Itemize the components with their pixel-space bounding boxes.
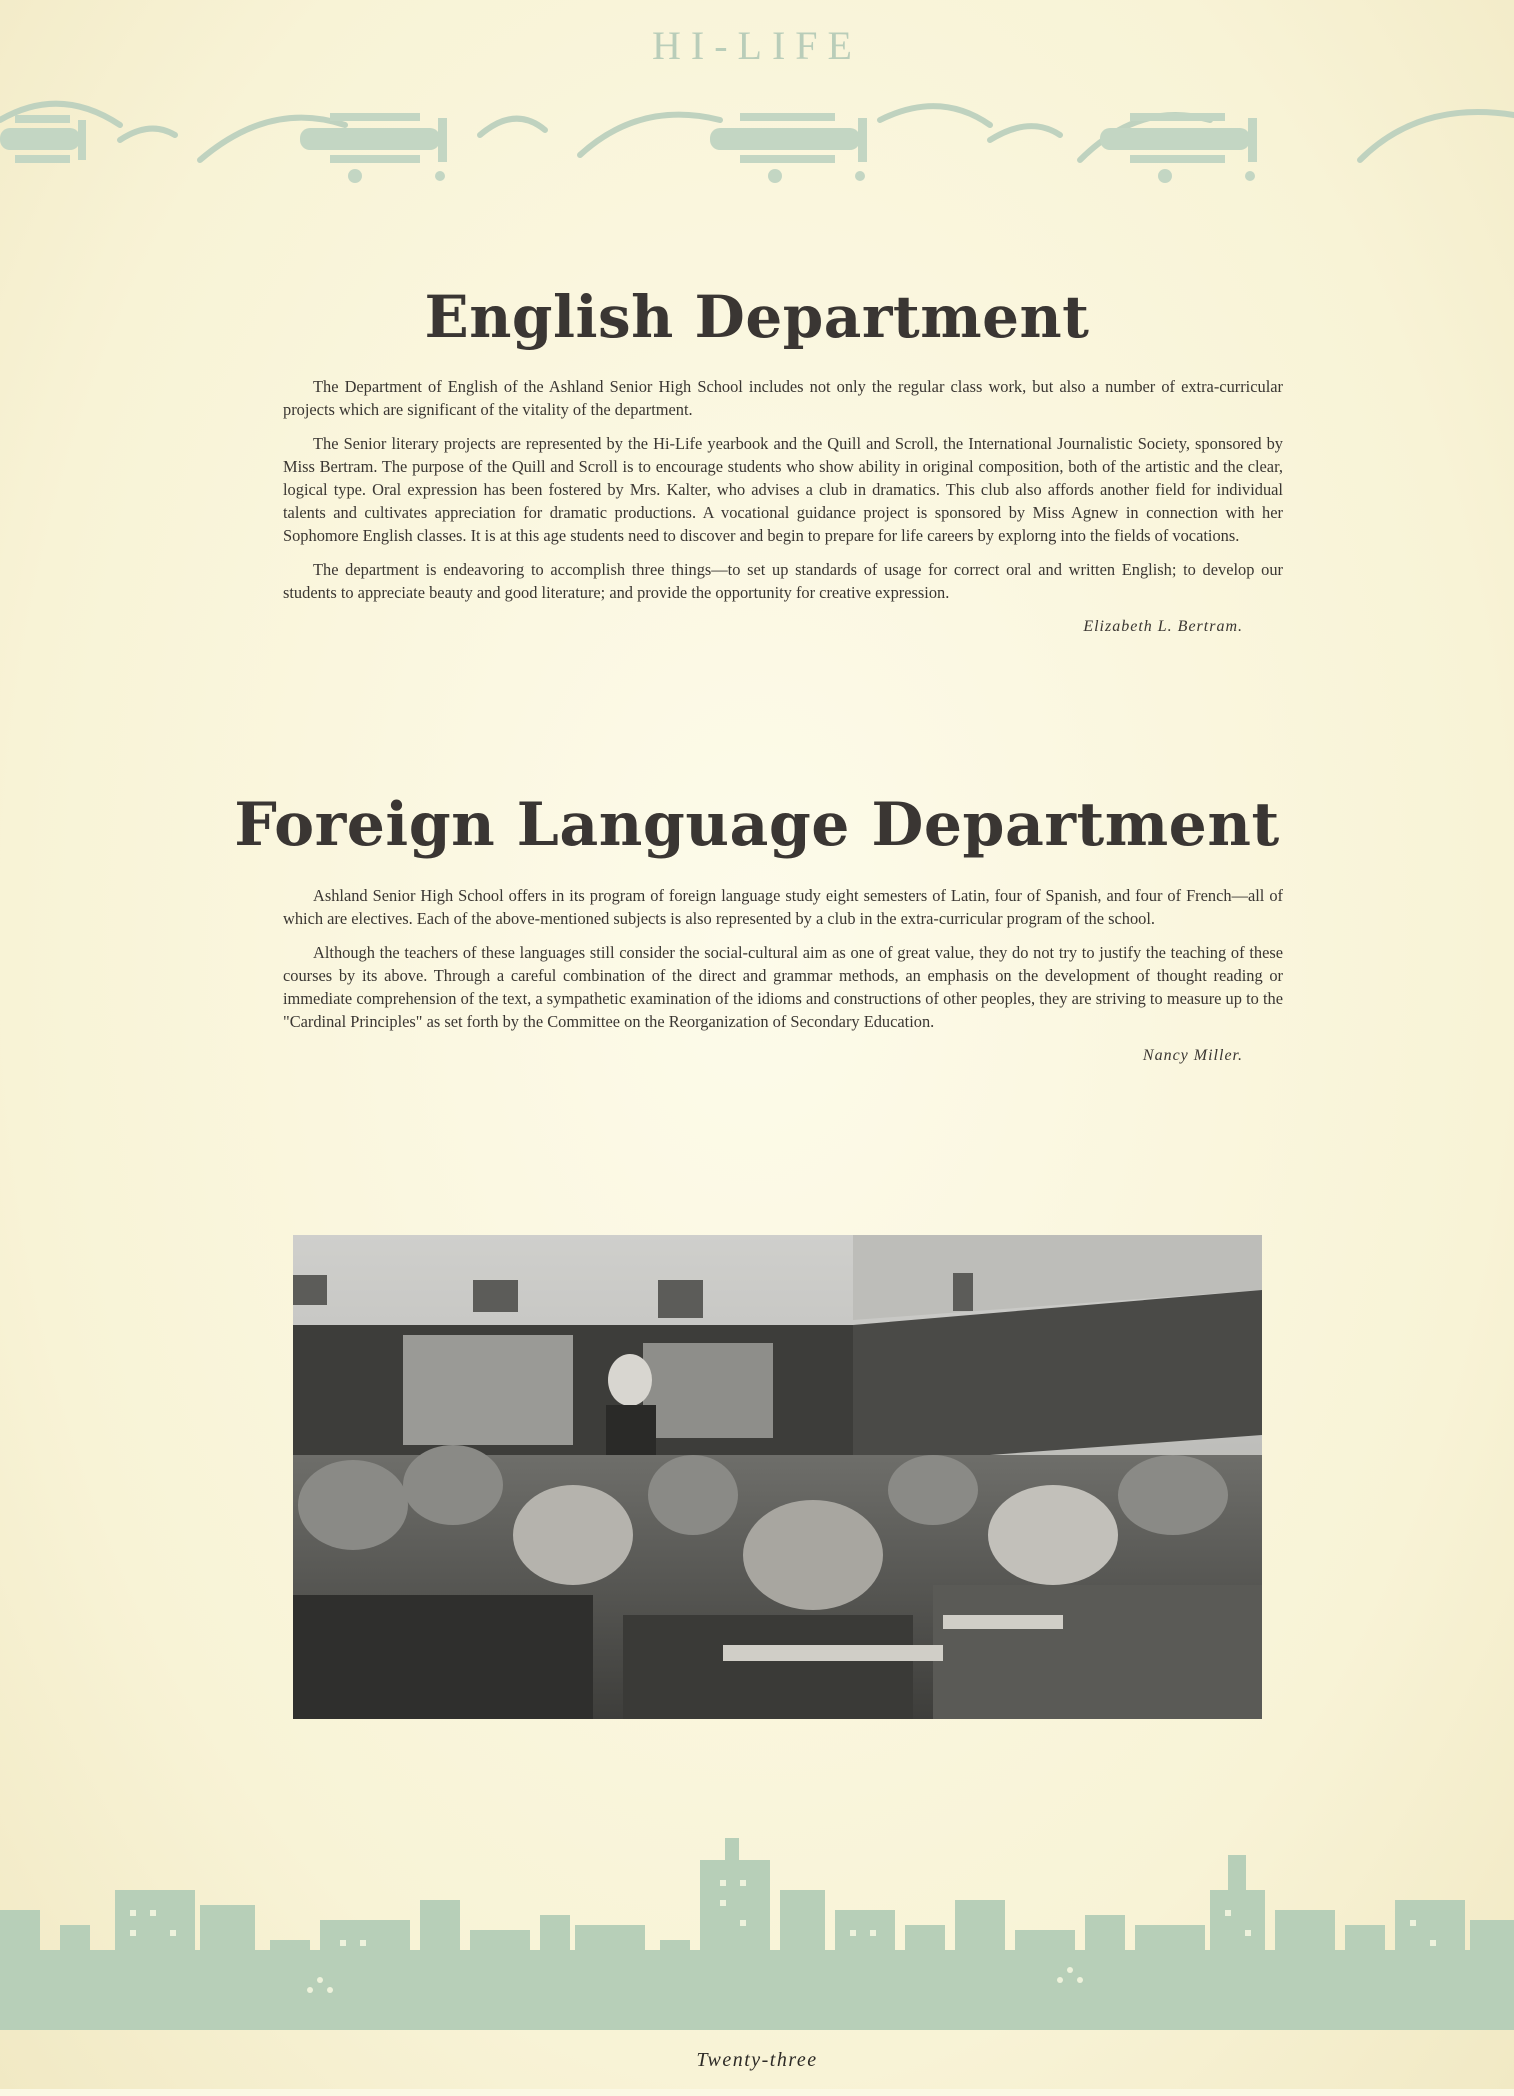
foreign-paragraph: Although the teachers of these languages still consider the social-cultural aim as one of great value, they do not try to justify the teaching of these courses by its above. Through a careful combination of the direct and grammar methods, an emphasis on the development of thought reading or immediate comprehension of the text, a sympathetic examination of the idioms and constructions of other peoples, they are striving to measure up to the "Cardinal Principles" as set forth by the Committee on the Reorganization of Secondary Education. (283, 943, 1283, 1031)
english-department-title: English Department (424, 283, 1090, 351)
foreign-language-department-text (283, 884, 1283, 1067)
english-paragraph: The Department of English of the Ashland Senior High School includes not only the regular class work, but also a number of extra-curricular projects which are significant of the vitality of the department. (283, 377, 1283, 419)
foreign-language-department-title: Foreign Language Department (234, 790, 1280, 860)
airplane-icon (0, 115, 86, 163)
foreign-signature: Nancy Miller. (1142, 1047, 1243, 1064)
airplane-band-decoration (0, 80, 1514, 200)
english-paragraph: The Senior literary projects are represented by the Hi-Life yearbook and the Quill and Scroll, the International Journalistic Society, sponsored by Miss Bertram. The purpose of the Quill and Scroll is to encourage students who show ability in original composition, both of the artistic and the clear, logical type. Oral expression has been fostered by Mrs. Kalter, who advises a club in dramatics. This club also affords another field for individual talents and cultivates appreciation for dramatic productions. A vocational guidance project is sponsored by Miss Agnew in connection with her Sophomore English classes. It is at this age students need to discover and begin to prepare for life careers by explorng into the fields of vocations. (283, 434, 1283, 545)
foreign-paragraph: Ashland Senior High School offers in its program of foreign language study eight semesters of Latin, four of Spanish, and four of French—all of which are electives. Each of the above-mentioned subjects is also represented by a club in the extra-curricular program of the school. (283, 886, 1283, 928)
city-skyline-decoration (0, 1830, 1514, 2030)
classroom-photo (293, 1235, 1262, 1719)
masthead: HI-LIFE (652, 23, 862, 68)
english-signature: Elizabeth L. Bertram. (1083, 618, 1243, 635)
english-department-text (283, 375, 1283, 638)
page-number: Twenty-three (696, 2049, 818, 2071)
english-paragraph: The department is endeavoring to accomplish three things—to set up standards of usage for correct oral and written English; to develop our students to appreciate beauty and good literature; and provide the opportunity for creative expression. (283, 560, 1283, 602)
